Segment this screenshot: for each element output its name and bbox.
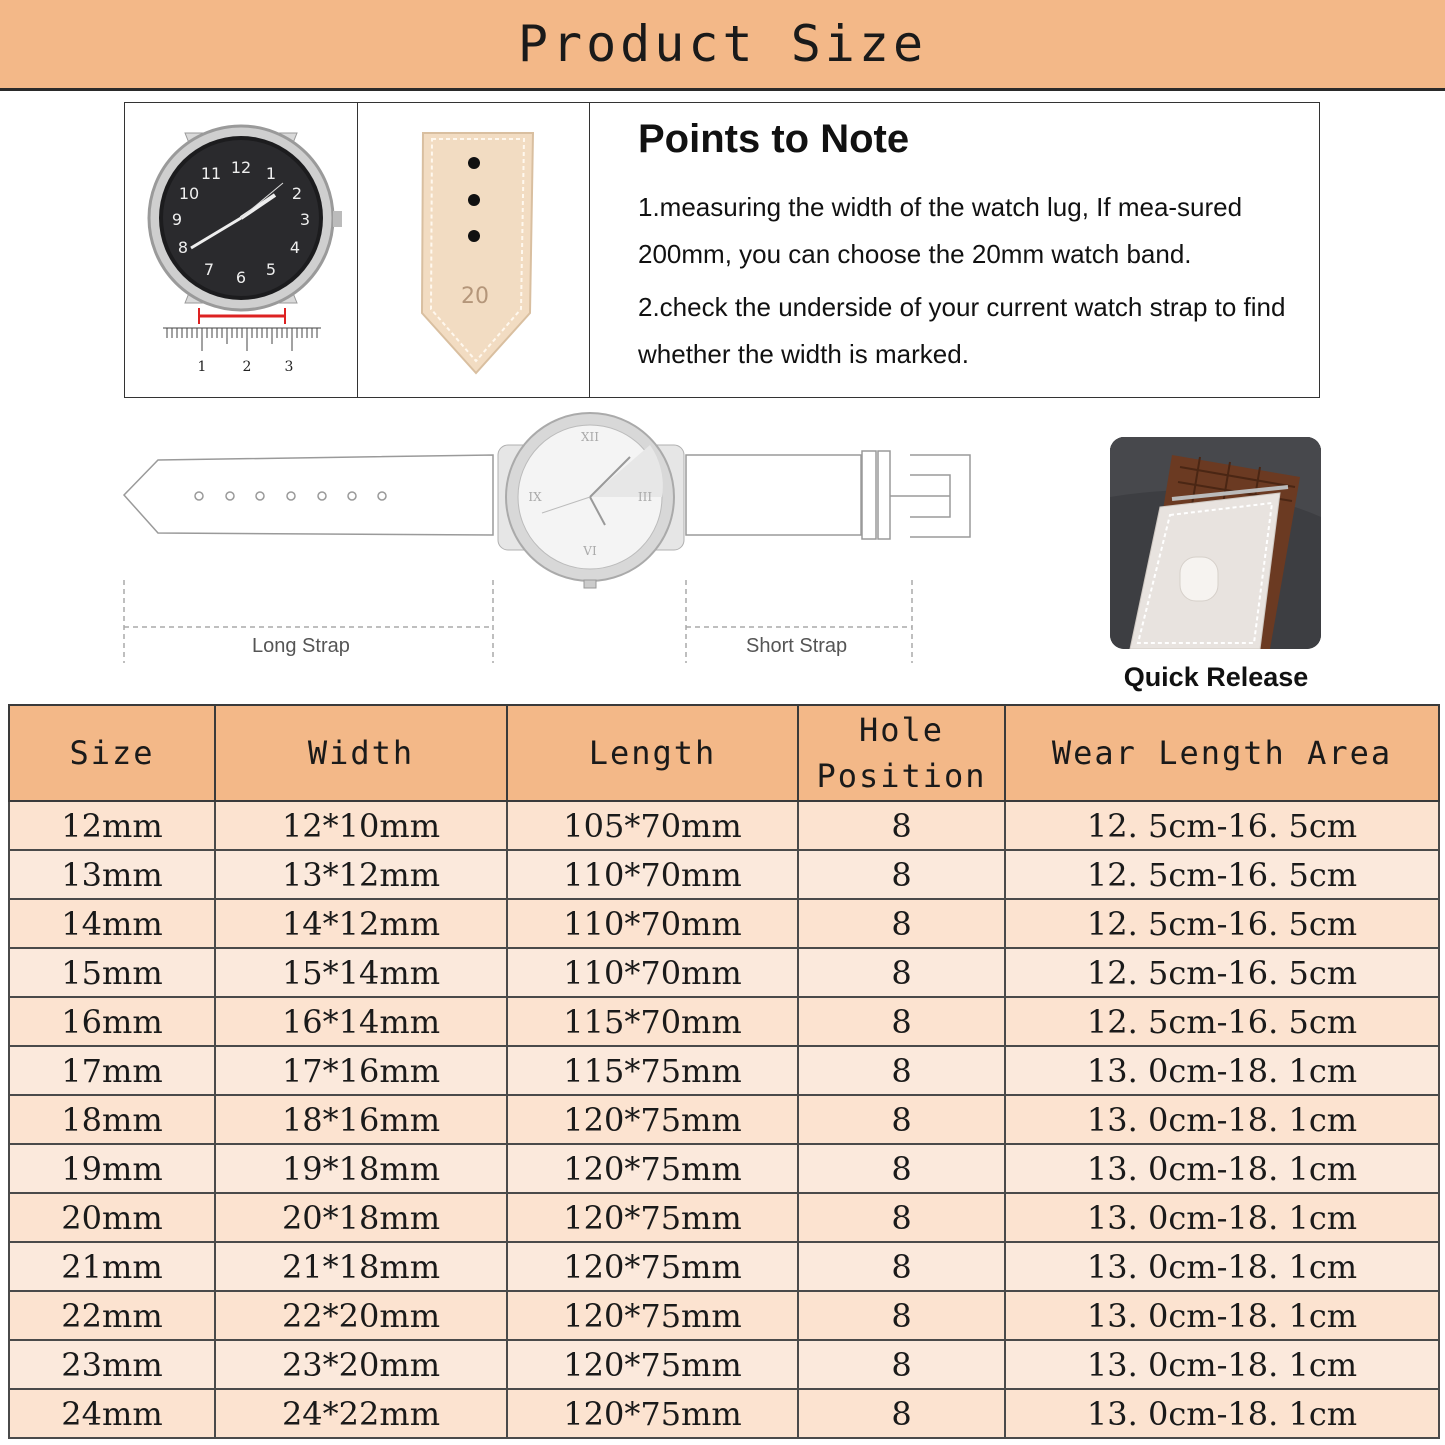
svg-text:11: 11 xyxy=(200,164,222,183)
cell-wear-length: 13. 0cm-18. 1cm xyxy=(1005,1340,1439,1389)
cell-width: 21*18mm xyxy=(215,1242,507,1291)
cell-wear-length: 13. 0cm-18. 1cm xyxy=(1005,1291,1439,1340)
quick-release-photo xyxy=(1110,437,1321,649)
long-strap-label: Long Strap xyxy=(252,635,350,657)
note-item-2: 2.check the underside of your current watch strap to find whether the width is marked. xyxy=(638,292,1286,369)
cell-wear-length: 12. 5cm-16. 5cm xyxy=(1005,948,1439,997)
cell-hole-position: 8 xyxy=(798,997,1005,1046)
cell-width: 16*14mm xyxy=(215,997,507,1046)
cell-wear-length: 13. 0cm-18. 1cm xyxy=(1005,1046,1439,1095)
cell-width: 15*14mm xyxy=(215,948,507,997)
svg-text:9: 9 xyxy=(171,210,183,229)
header-length: Length xyxy=(507,705,798,801)
header-wear-length-area: Wear Length Area xyxy=(1005,705,1439,801)
cell-hole-position: 8 xyxy=(798,948,1005,997)
cell-size: 14mm xyxy=(9,899,215,948)
svg-text:2: 2 xyxy=(291,184,303,203)
cell-size: 23mm xyxy=(9,1340,215,1389)
strap-underside-illustration xyxy=(358,103,590,397)
quick-release-pin-icon xyxy=(1110,437,1321,649)
svg-text:12: 12 xyxy=(230,158,252,177)
cell-hole-position: 8 xyxy=(798,801,1005,850)
table-row xyxy=(9,801,1439,850)
cell-size: 22mm xyxy=(9,1291,215,1340)
cell-wear-length: 12. 5cm-16. 5cm xyxy=(1005,899,1439,948)
strap-underside-icon xyxy=(358,103,588,397)
cell-wear-length: 13. 0cm-18. 1cm xyxy=(1005,1389,1439,1438)
cell-hole-position: 8 xyxy=(798,1046,1005,1095)
table-row xyxy=(9,1095,1439,1144)
cell-size: 15mm xyxy=(9,948,215,997)
cell-width: 12*10mm xyxy=(215,801,507,850)
cell-size: 24mm xyxy=(9,1389,215,1438)
table-row xyxy=(9,1340,1439,1389)
svg-text:7: 7 xyxy=(203,260,215,279)
svg-text:10: 10 xyxy=(178,184,200,203)
cell-size: 17mm xyxy=(9,1046,215,1095)
cell-size: 16mm xyxy=(9,997,215,1046)
note-item-1: 1.measuring the width of the watch lug, If mea-sured 200mm, you can choose the 20mm watch band. xyxy=(638,192,1243,269)
cell-width: 19*18mm xyxy=(215,1144,507,1193)
cell-wear-length: 13. 0cm-18. 1cm xyxy=(1005,1095,1439,1144)
cell-width: 20*18mm xyxy=(215,1193,507,1242)
cell-width: 17*16mm xyxy=(215,1046,507,1095)
svg-text:XII: XII xyxy=(580,430,600,444)
cell-hole-position: 8 xyxy=(798,899,1005,948)
cell-size: 18mm xyxy=(9,1095,215,1144)
watch-with-straps-icon xyxy=(110,405,990,675)
cell-width: 24*22mm xyxy=(215,1389,507,1438)
svg-text:III: III xyxy=(637,490,653,504)
table-row xyxy=(9,1193,1439,1242)
strap-length-diagram xyxy=(110,405,990,675)
quick-release-label: Quick Release xyxy=(1123,662,1309,692)
header-size: Size xyxy=(9,705,215,801)
ruler-number-3: 3 xyxy=(284,359,294,375)
cell-wear-length: 12. 5cm-16. 5cm xyxy=(1005,801,1439,850)
cell-length: 110*70mm xyxy=(507,899,798,948)
cell-length: 120*75mm xyxy=(507,1389,798,1438)
cell-size: 12mm xyxy=(9,801,215,850)
cell-length: 120*75mm xyxy=(507,1291,798,1340)
table-header-row xyxy=(9,705,1439,801)
cell-width: 23*20mm xyxy=(215,1340,507,1389)
notes-title: Points to Note xyxy=(638,117,910,161)
cell-length: 120*75mm xyxy=(507,1193,798,1242)
table-row xyxy=(9,1144,1439,1193)
cell-length: 110*70mm xyxy=(507,850,798,899)
cell-length: 115*70mm xyxy=(507,997,798,1046)
cell-width: 13*12mm xyxy=(215,850,507,899)
cell-length: 105*70mm xyxy=(507,801,798,850)
cell-size: 19mm xyxy=(9,1144,215,1193)
cell-hole-position: 8 xyxy=(798,1340,1005,1389)
svg-text:1: 1 xyxy=(265,164,277,183)
cell-hole-position: 8 xyxy=(798,1242,1005,1291)
strap-width-mark: 20 xyxy=(461,284,489,309)
svg-text:3: 3 xyxy=(299,210,311,229)
svg-text:5: 5 xyxy=(265,260,277,279)
page-title: Product Size xyxy=(517,15,928,73)
cell-length: 110*70mm xyxy=(507,948,798,997)
cell-hole-position: 8 xyxy=(798,1193,1005,1242)
cell-length: 120*75mm xyxy=(507,1340,798,1389)
ruler-number-1: 1 xyxy=(197,359,207,375)
watch-lug-icon xyxy=(125,103,356,397)
cell-width: 18*16mm xyxy=(215,1095,507,1144)
size-table xyxy=(8,704,1440,1439)
cell-wear-length: 13. 0cm-18. 1cm xyxy=(1005,1193,1439,1242)
svg-text:8: 8 xyxy=(177,238,189,257)
cell-wear-length: 13. 0cm-18. 1cm xyxy=(1005,1242,1439,1291)
cell-hole-position: 8 xyxy=(798,1389,1005,1438)
cell-length: 120*75mm xyxy=(507,1095,798,1144)
header-hole-position: Hole Position xyxy=(798,705,1005,801)
table-row xyxy=(9,1046,1439,1095)
cell-wear-length: 13. 0cm-18. 1cm xyxy=(1005,1144,1439,1193)
cell-length: 115*75mm xyxy=(507,1046,798,1095)
watch-measure-illustration xyxy=(125,103,358,397)
svg-text:6: 6 xyxy=(235,268,247,287)
ruler-number-2: 2 xyxy=(242,359,252,375)
cell-wear-length: 12. 5cm-16. 5cm xyxy=(1005,850,1439,899)
table-row xyxy=(9,1291,1439,1340)
cell-hole-position: 8 xyxy=(798,1291,1005,1340)
cell-hole-position: 8 xyxy=(798,1095,1005,1144)
header-width: Width xyxy=(215,705,507,801)
header-banner xyxy=(0,0,1445,91)
cell-length: 120*75mm xyxy=(507,1242,798,1291)
cell-hole-position: 8 xyxy=(798,1144,1005,1193)
table-row xyxy=(9,948,1439,997)
svg-text:IX: IX xyxy=(528,490,542,504)
table-row xyxy=(9,1389,1439,1438)
notes-text-area xyxy=(590,103,1321,397)
cell-size: 21mm xyxy=(9,1242,215,1291)
table-row xyxy=(9,997,1439,1046)
table-row xyxy=(9,899,1439,948)
table-row xyxy=(9,850,1439,899)
cell-length: 120*75mm xyxy=(507,1144,798,1193)
cell-size: 20mm xyxy=(9,1193,215,1242)
svg-text:VI: VI xyxy=(583,544,597,558)
svg-text:4: 4 xyxy=(289,238,301,257)
cell-width: 22*20mm xyxy=(215,1291,507,1340)
cell-wear-length: 12. 5cm-16. 5cm xyxy=(1005,997,1439,1046)
cell-size: 13mm xyxy=(9,850,215,899)
points-to-note-panel xyxy=(124,102,1320,398)
short-strap-label: Short Strap xyxy=(746,635,848,657)
cell-width: 14*12mm xyxy=(215,899,507,948)
cell-hole-position: 8 xyxy=(798,850,1005,899)
table-row xyxy=(9,1242,1439,1291)
